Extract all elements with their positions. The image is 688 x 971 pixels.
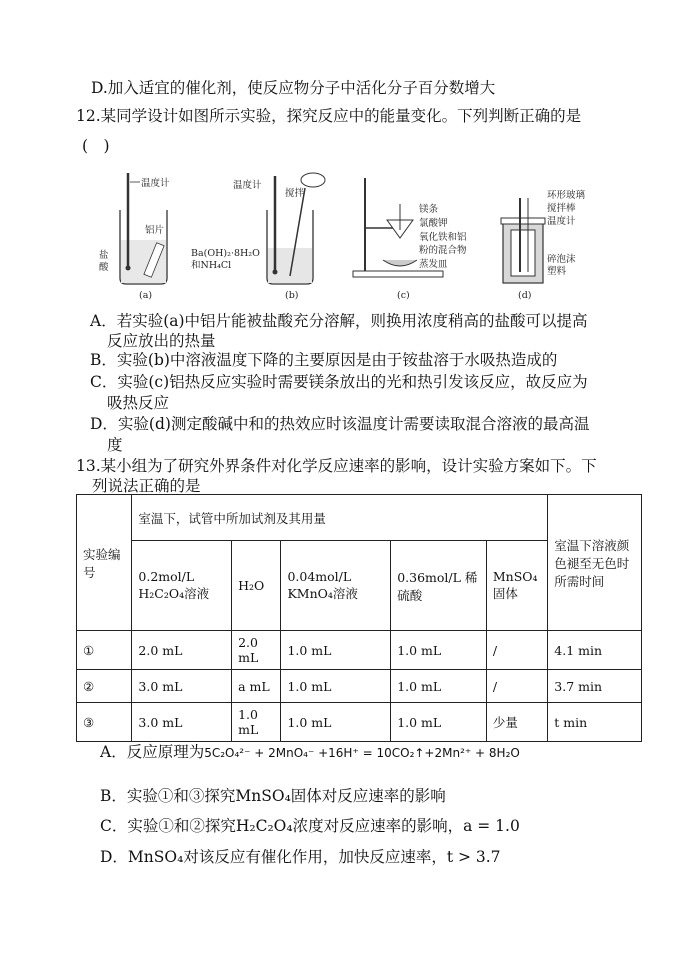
b-reagent-label-1: Ba(OH)₂·8H₂O: [191, 248, 260, 259]
th-time: 室温下溶液颜色褪至无色时所需时间: [548, 495, 642, 631]
d-rod-label-2: 搅拌棒: [547, 203, 576, 214]
q12-option-b: B．实验(b)中溶液温度下降的主要原因是由于铵盐溶于水吸热造成的: [90, 351, 558, 369]
cell: 2.0 mL: [132, 631, 232, 670]
cell: ③: [77, 703, 132, 742]
a-acid-label-2: 酸: [99, 262, 109, 273]
cell: 3.7 min: [548, 670, 642, 703]
apparatus-a: [99, 173, 170, 301]
c-caption: (c): [397, 290, 410, 301]
q12-answer-paren: ( ): [82, 137, 110, 155]
q13-stem-2: 列说法正确的是: [92, 477, 201, 495]
q12-stem: 12.某同学设计如图所示实验，探究反应中的能量变化。下列判断正确的是: [76, 107, 582, 125]
d-foam-label-2: 塑料: [547, 266, 567, 277]
a-acid-label-1: 盐: [99, 250, 109, 261]
b-reagent-label-2: 和NH₄Cl: [191, 260, 232, 271]
a-caption: (a): [139, 290, 153, 301]
q13-option-b: B．实验①和③探究MnSO₄固体对反应速率的影响: [100, 787, 446, 805]
q13-option-a-prefix: A．反应原理为: [100, 743, 205, 761]
q11-option-d: D.加入适宜的催化剂，使反应物分子中活化分子百分数增大: [91, 79, 496, 97]
d-thermo-label: 温度计: [547, 216, 576, 227]
th-exp-no: 实验编号: [77, 495, 132, 631]
th-reagents-group: 室温下，试管中所加试剂及其用量: [132, 495, 548, 541]
q13-experiment-table: [76, 494, 642, 742]
cell: a mL: [232, 670, 281, 703]
q12-option-a-2: 反应放出的热量: [107, 332, 216, 350]
q13-stem-1: 13.某小组为了研究外界条件对化学反应速率的影响，设计实验方案如下。下: [76, 457, 597, 475]
q13-option-d: D．MnSO₄对该反应有催化作用，加快反应速率，t > 3.7: [100, 848, 501, 866]
cell: /: [486, 670, 547, 703]
cell: /: [486, 631, 547, 670]
cell: ②: [77, 670, 132, 703]
cell: 3.0 mL: [132, 703, 232, 742]
apparatus-b: [191, 173, 325, 301]
th-oxalic-acid: 0.2mol/L H₂C₂O₄溶液: [132, 541, 232, 631]
d-caption: (d): [518, 290, 532, 301]
th-mnso4: MnSO₄固体: [486, 541, 547, 631]
cell: 1.0 mL: [281, 703, 391, 742]
q12-option-c-1: C．实验(c)铝热反应实验时需要镁条放出的光和热引发该反应，故反应为: [90, 373, 588, 391]
cell: 1.0 mL: [281, 631, 391, 670]
cell: ①: [77, 631, 132, 670]
cell: 1.0 mL: [391, 703, 487, 742]
c-mix-label-2: 粉的混合物: [419, 245, 467, 256]
table-row: [77, 670, 642, 703]
q12-option-c-2: 吸热反应: [107, 394, 170, 412]
q13-option-c: C．实验①和②探究H₂C₂O₄浓度对反应速率的影响，a = 1.0: [100, 817, 520, 835]
q12-option-d-2: 度: [107, 436, 123, 454]
reaction-formula: 5C₂O₄²⁻ + 2MnO₄⁻ +16H⁺ = 10CO₂↑+2Mn²⁺ + 8H₂O: [204, 746, 520, 760]
cell: 4.1 min: [548, 631, 642, 670]
q12-option-a-1: A．若实验(a)中铝片能被盐酸充分溶解，则换用浓度稍高的盐酸可以提高: [90, 312, 588, 330]
q13-option-a: [100, 742, 520, 764]
q12-option-d-1: D．实验(d)测定酸碱中和的热效应时该温度计需要读取混合溶液的最高温: [90, 415, 590, 433]
b-stir-label: 搅拌: [285, 188, 305, 199]
a-thermometer-label: 温度计: [141, 178, 170, 189]
apparatus-c: [353, 178, 467, 301]
cell: 2.0 mL: [232, 631, 281, 670]
th-water: H₂O: [232, 541, 281, 631]
th-kmno4: 0.04mol/L KMnO₄溶液: [281, 541, 391, 631]
table-row: [77, 631, 642, 670]
b-caption: (b): [285, 290, 299, 301]
c-mix-label-1: 氧化铁和铝: [419, 232, 467, 243]
c-mg-label: 镁条: [419, 204, 439, 215]
c-dish-label: 蒸发皿: [419, 259, 448, 270]
cell: 3.0 mL: [132, 670, 232, 703]
cell: 少量: [486, 703, 547, 742]
cell: 1.0 mL: [281, 670, 391, 703]
a-foil-label: 铝片: [145, 225, 165, 236]
d-rod-label-1: 环形玻璃: [547, 190, 586, 201]
b-thermometer-label: 温度计: [233, 180, 262, 191]
cell: 1.0 mL: [391, 631, 487, 670]
cell: 1.0 mL: [232, 703, 281, 742]
q12-apparatus-figure: [95, 168, 615, 303]
cell: 1.0 mL: [391, 670, 487, 703]
th-sulfuric-acid: 0.36mol/L 稀硫酸: [391, 541, 487, 631]
d-foam-label-1: 碎泡沫: [547, 254, 576, 265]
apparatus-d: [501, 189, 586, 301]
c-kclo3-label: 氯酸钾: [419, 218, 448, 229]
cell: t min: [548, 703, 642, 742]
table-row: [77, 703, 642, 742]
